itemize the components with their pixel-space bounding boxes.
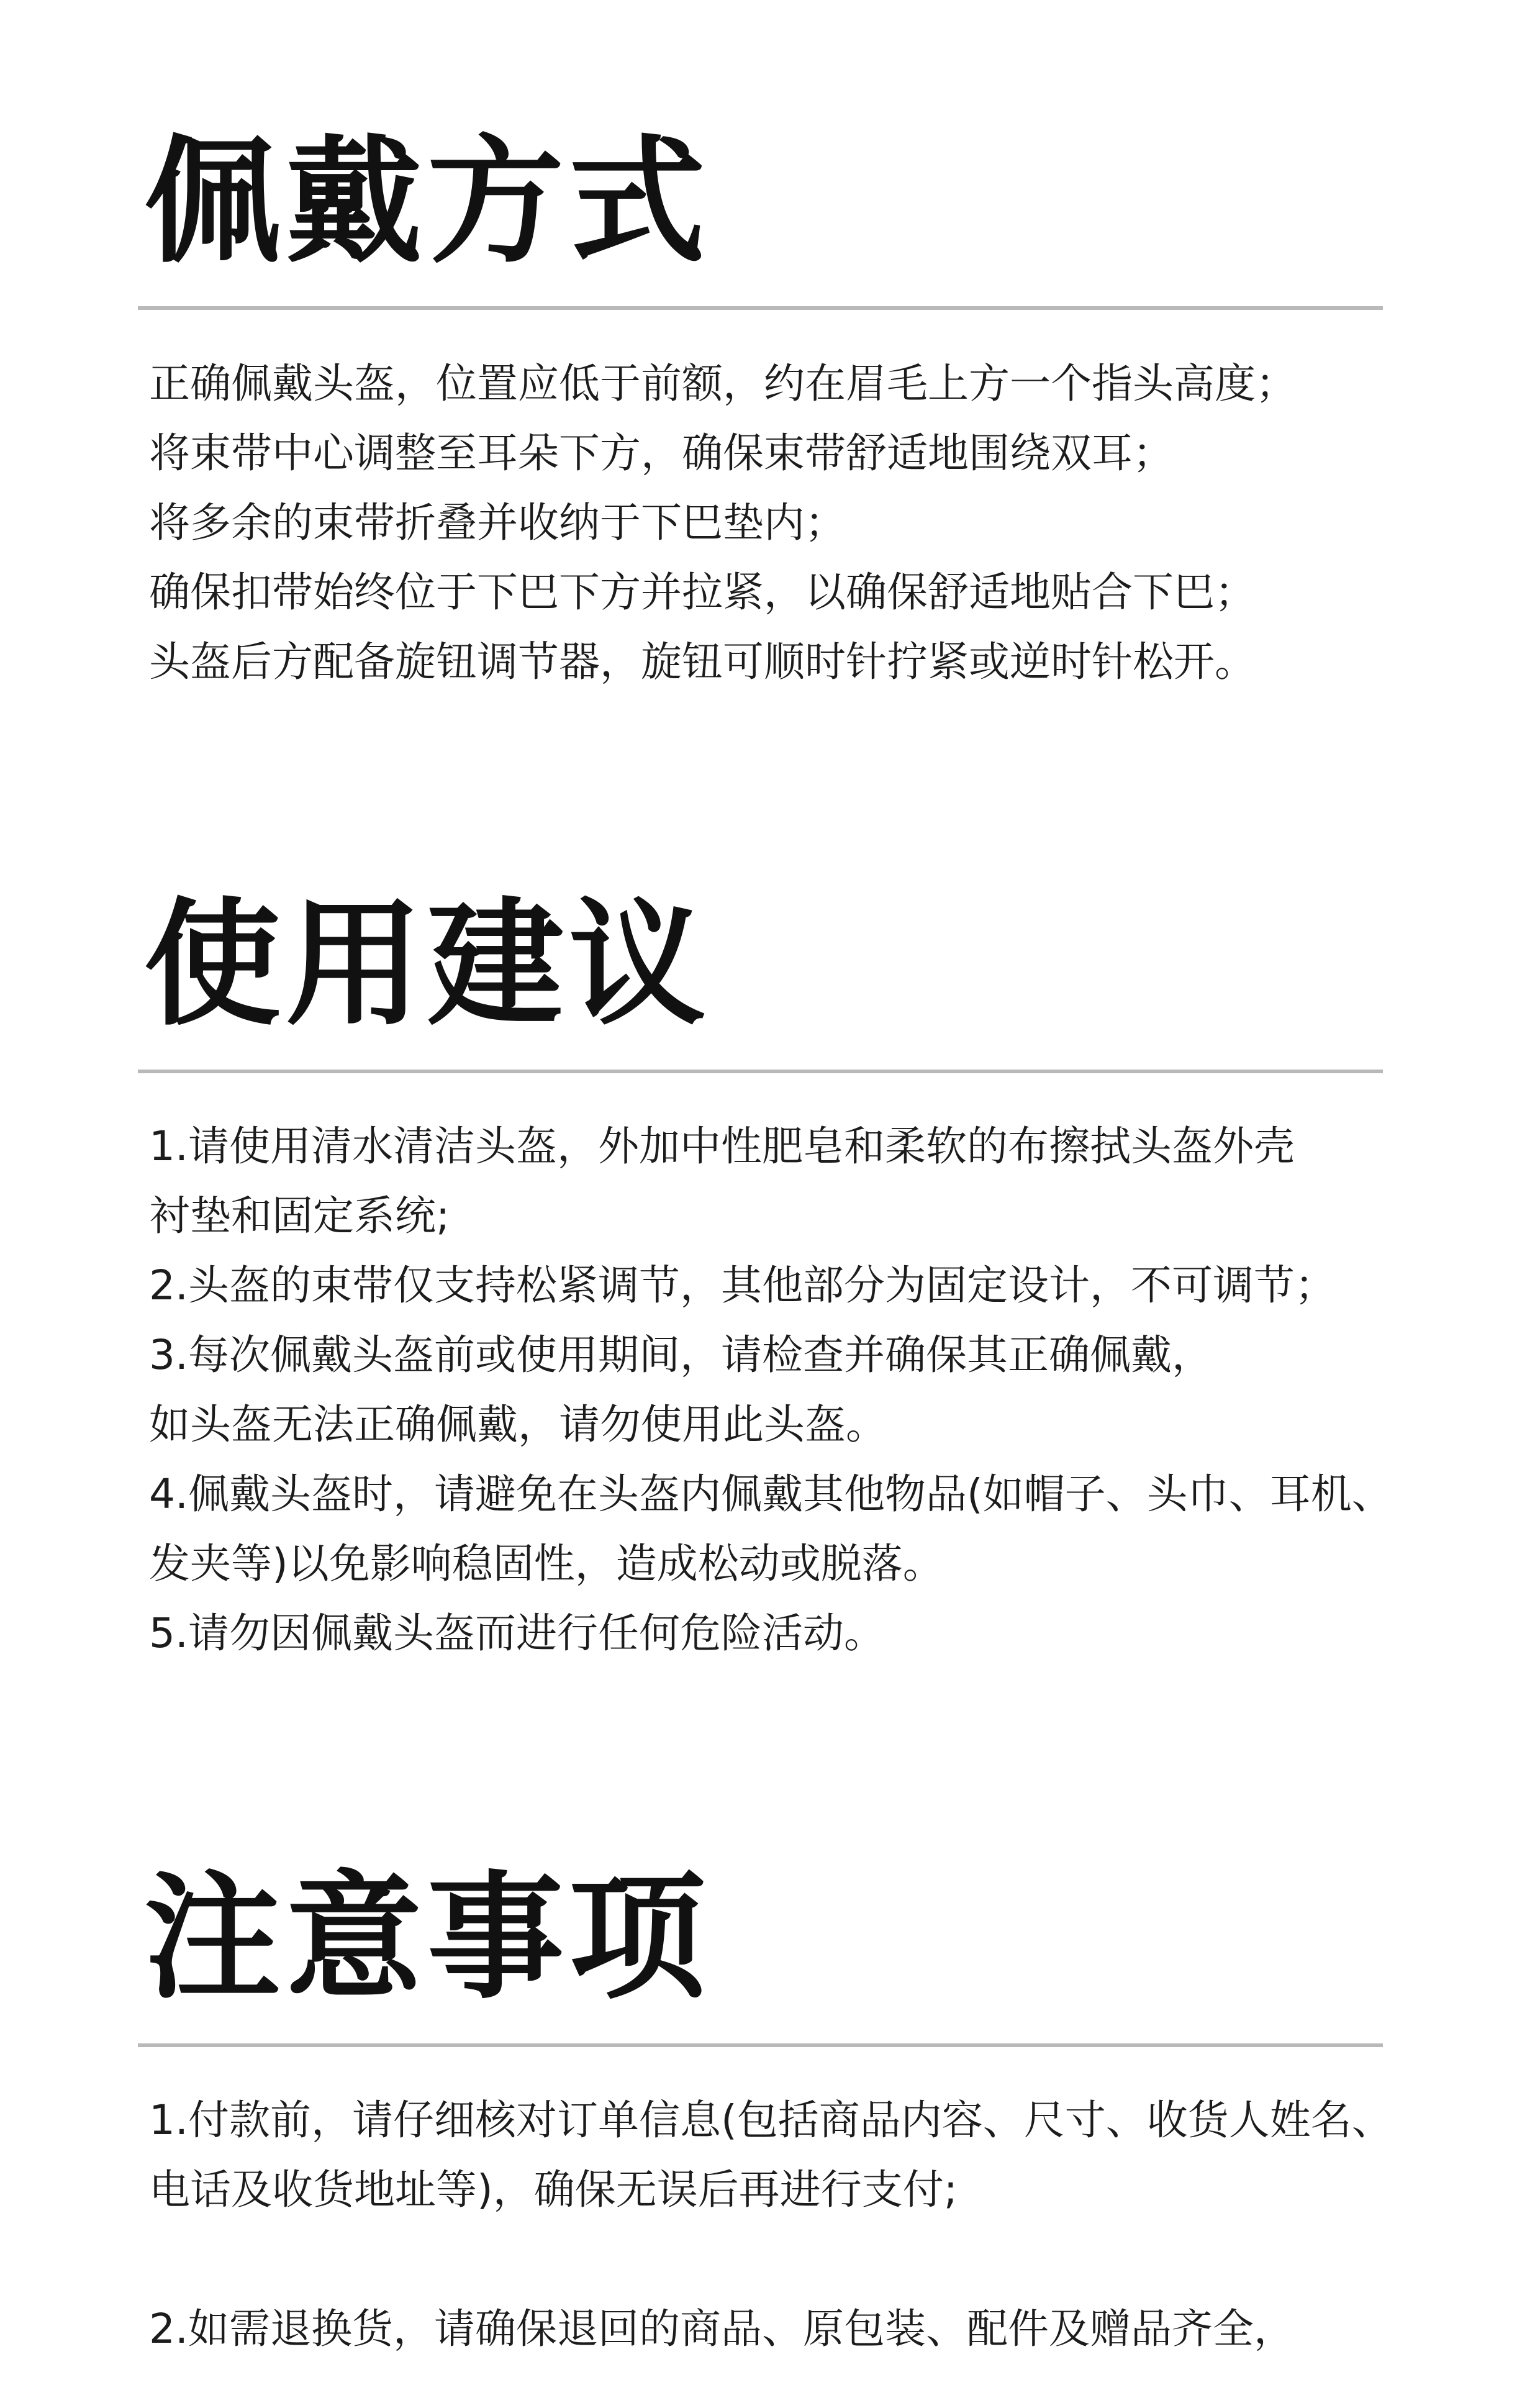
advice-line: 3.每次佩戴头盔前或使用期间，请检查并确保其正确佩戴，: [149, 1331, 1213, 1379]
advice-line: 发夹等)以免影响稳固性，造成松动或脱落。: [149, 1540, 944, 1588]
advice-line: 5.请勿因佩戴头盔而进行任何危险活动。: [149, 1609, 885, 1657]
precaution-line: 2.如需退换货，请确保退回的商品、原包装、配件及赠品齐全，: [149, 2305, 1295, 2353]
advice-line: 4.佩戴头盔时，请避免在头盔内佩戴其他物品(如帽子、头巾、耳机、: [149, 1470, 1393, 1518]
instruction-line: 确保扣带始终位于下巴下方并拉紧，以确保舒适地贴合下巴；: [149, 568, 1256, 616]
precaution-line: 电话及收货地址等)，确保无误后再进行支付;: [149, 2166, 958, 2214]
section-title-precautions: 注意事项: [144, 1858, 711, 2017]
precaution-list: [149, 2086, 1528, 2364]
section-divider: [138, 306, 1383, 310]
advice-line: 2.头盔的束带仅支持松紧调节，其他部分为固定设计，不可调节；: [149, 1261, 1336, 1309]
section-title-usage-advice: 使用建议: [144, 885, 711, 1044]
advice-list: [149, 1112, 1528, 1668]
blank-line: [149, 2225, 1528, 2294]
advice-line: 衬垫和固定系统;: [149, 1192, 450, 1240]
instruction-line: 头盔后方配备旋钮调节器，旋钮可顺时针拧紧或逆时针松开。: [149, 638, 1256, 686]
advice-line: 如头盔无法正确佩戴，请勿使用此头盔。: [149, 1401, 887, 1448]
instruction-line: 正确佩戴头盔，位置应低于前额，约在眉毛上方一个指头高度；: [149, 360, 1297, 407]
section-title-wearing-method: 佩戴方式: [144, 122, 711, 281]
advice-line: 1.请使用清水清洁头盔，外加中性肥皂和柔软的布擦拭头盔外壳: [149, 1122, 1295, 1170]
instruction-list: [149, 349, 1528, 697]
instruction-line: 将多余的束带折叠并收纳于下巴垫内；: [149, 499, 846, 547]
section-divider: [138, 1070, 1383, 1073]
precaution-line: 1.付款前，请仔细核对订单信息(包括商品内容、尺寸、收货人姓名、: [149, 2096, 1393, 2144]
section-divider: [138, 2043, 1383, 2047]
instruction-line: 将束带中心调整至耳朵下方，确保束带舒适地围绕双耳；: [149, 429, 1174, 477]
